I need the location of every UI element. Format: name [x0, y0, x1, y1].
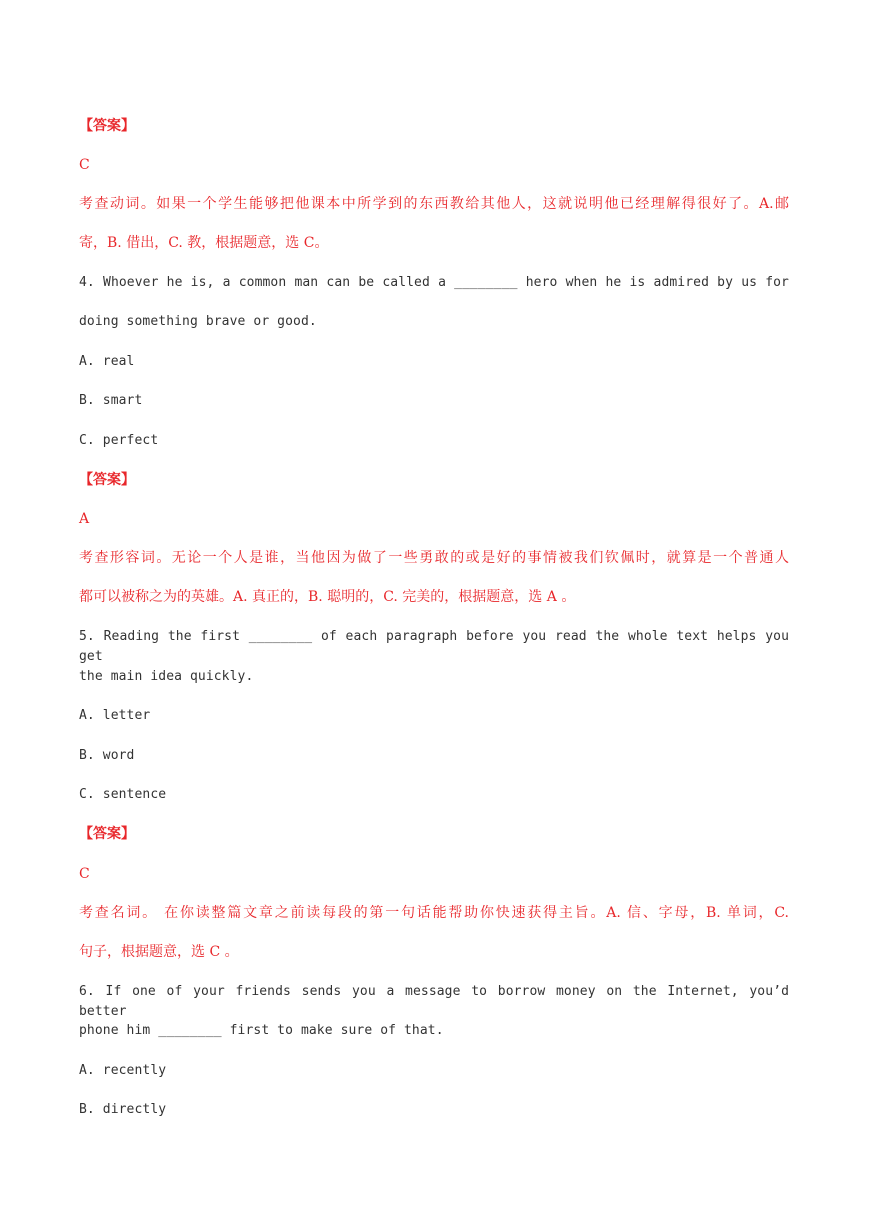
explanation-line: 句子，根据题意，选 C 。 [79, 944, 239, 960]
answer-heading: 【答案】 [79, 826, 135, 842]
question-stem: the main idea quickly. [79, 669, 254, 684]
option-b: B. word [79, 748, 135, 763]
option-b: B. directly [79, 1102, 167, 1117]
question-stem: 4. Whoever he is, a common man can be called a ________ hero when he is admired by us for [79, 275, 789, 290]
answer-letter: C [79, 866, 90, 882]
option-a: A. real [79, 354, 135, 369]
option-c: C. perfect [79, 433, 159, 448]
question-stem: 5. Reading the first ________ of each paragraph before you read the whole text helps you get [79, 629, 789, 664]
option-c: C. sentence [79, 787, 167, 802]
question-stem: 6. If one of your friends sends you a message to borrow money on the Internet, you’d better [79, 984, 789, 1019]
option-a: A. recently [79, 1063, 167, 1078]
question-stem: doing something brave or good. [79, 314, 317, 329]
explanation-line: 寄，B. 借出，C. 教，根据题意，选 C。 [79, 235, 329, 251]
explanation-line: 都可以被称之为的英雄。A. 真正的，B. 聪明的，C. 完美的，根据题意，选 A 。 [79, 589, 576, 605]
answer-letter: C [79, 157, 90, 173]
explanation-line: 考查名词。 在你读整篇文章之前读每段的第一句话能帮助你快速获得主旨。A. 信、字母，B. 单词，C. [79, 905, 789, 921]
question-stem: phone him ________ first to make sure of that. [79, 1023, 444, 1038]
option-b: B. smart [79, 393, 143, 408]
option-a: A. letter [79, 708, 151, 723]
answer-heading: 【答案】 [79, 118, 135, 134]
explanation-line: 考查动词。如果一个学生能够把他课本中所学到的东西教给其他人，这就说明他已经理解得很好了。A.邮 [79, 196, 789, 212]
answer-letter: A [79, 511, 90, 527]
explanation-line: 考查形容词。无论一个人是谁，当他因为做了一些勇敢的或是好的事情被我们钦佩时，就算是一个普通人 [79, 550, 789, 566]
answer-heading: 【答案】 [79, 472, 135, 488]
